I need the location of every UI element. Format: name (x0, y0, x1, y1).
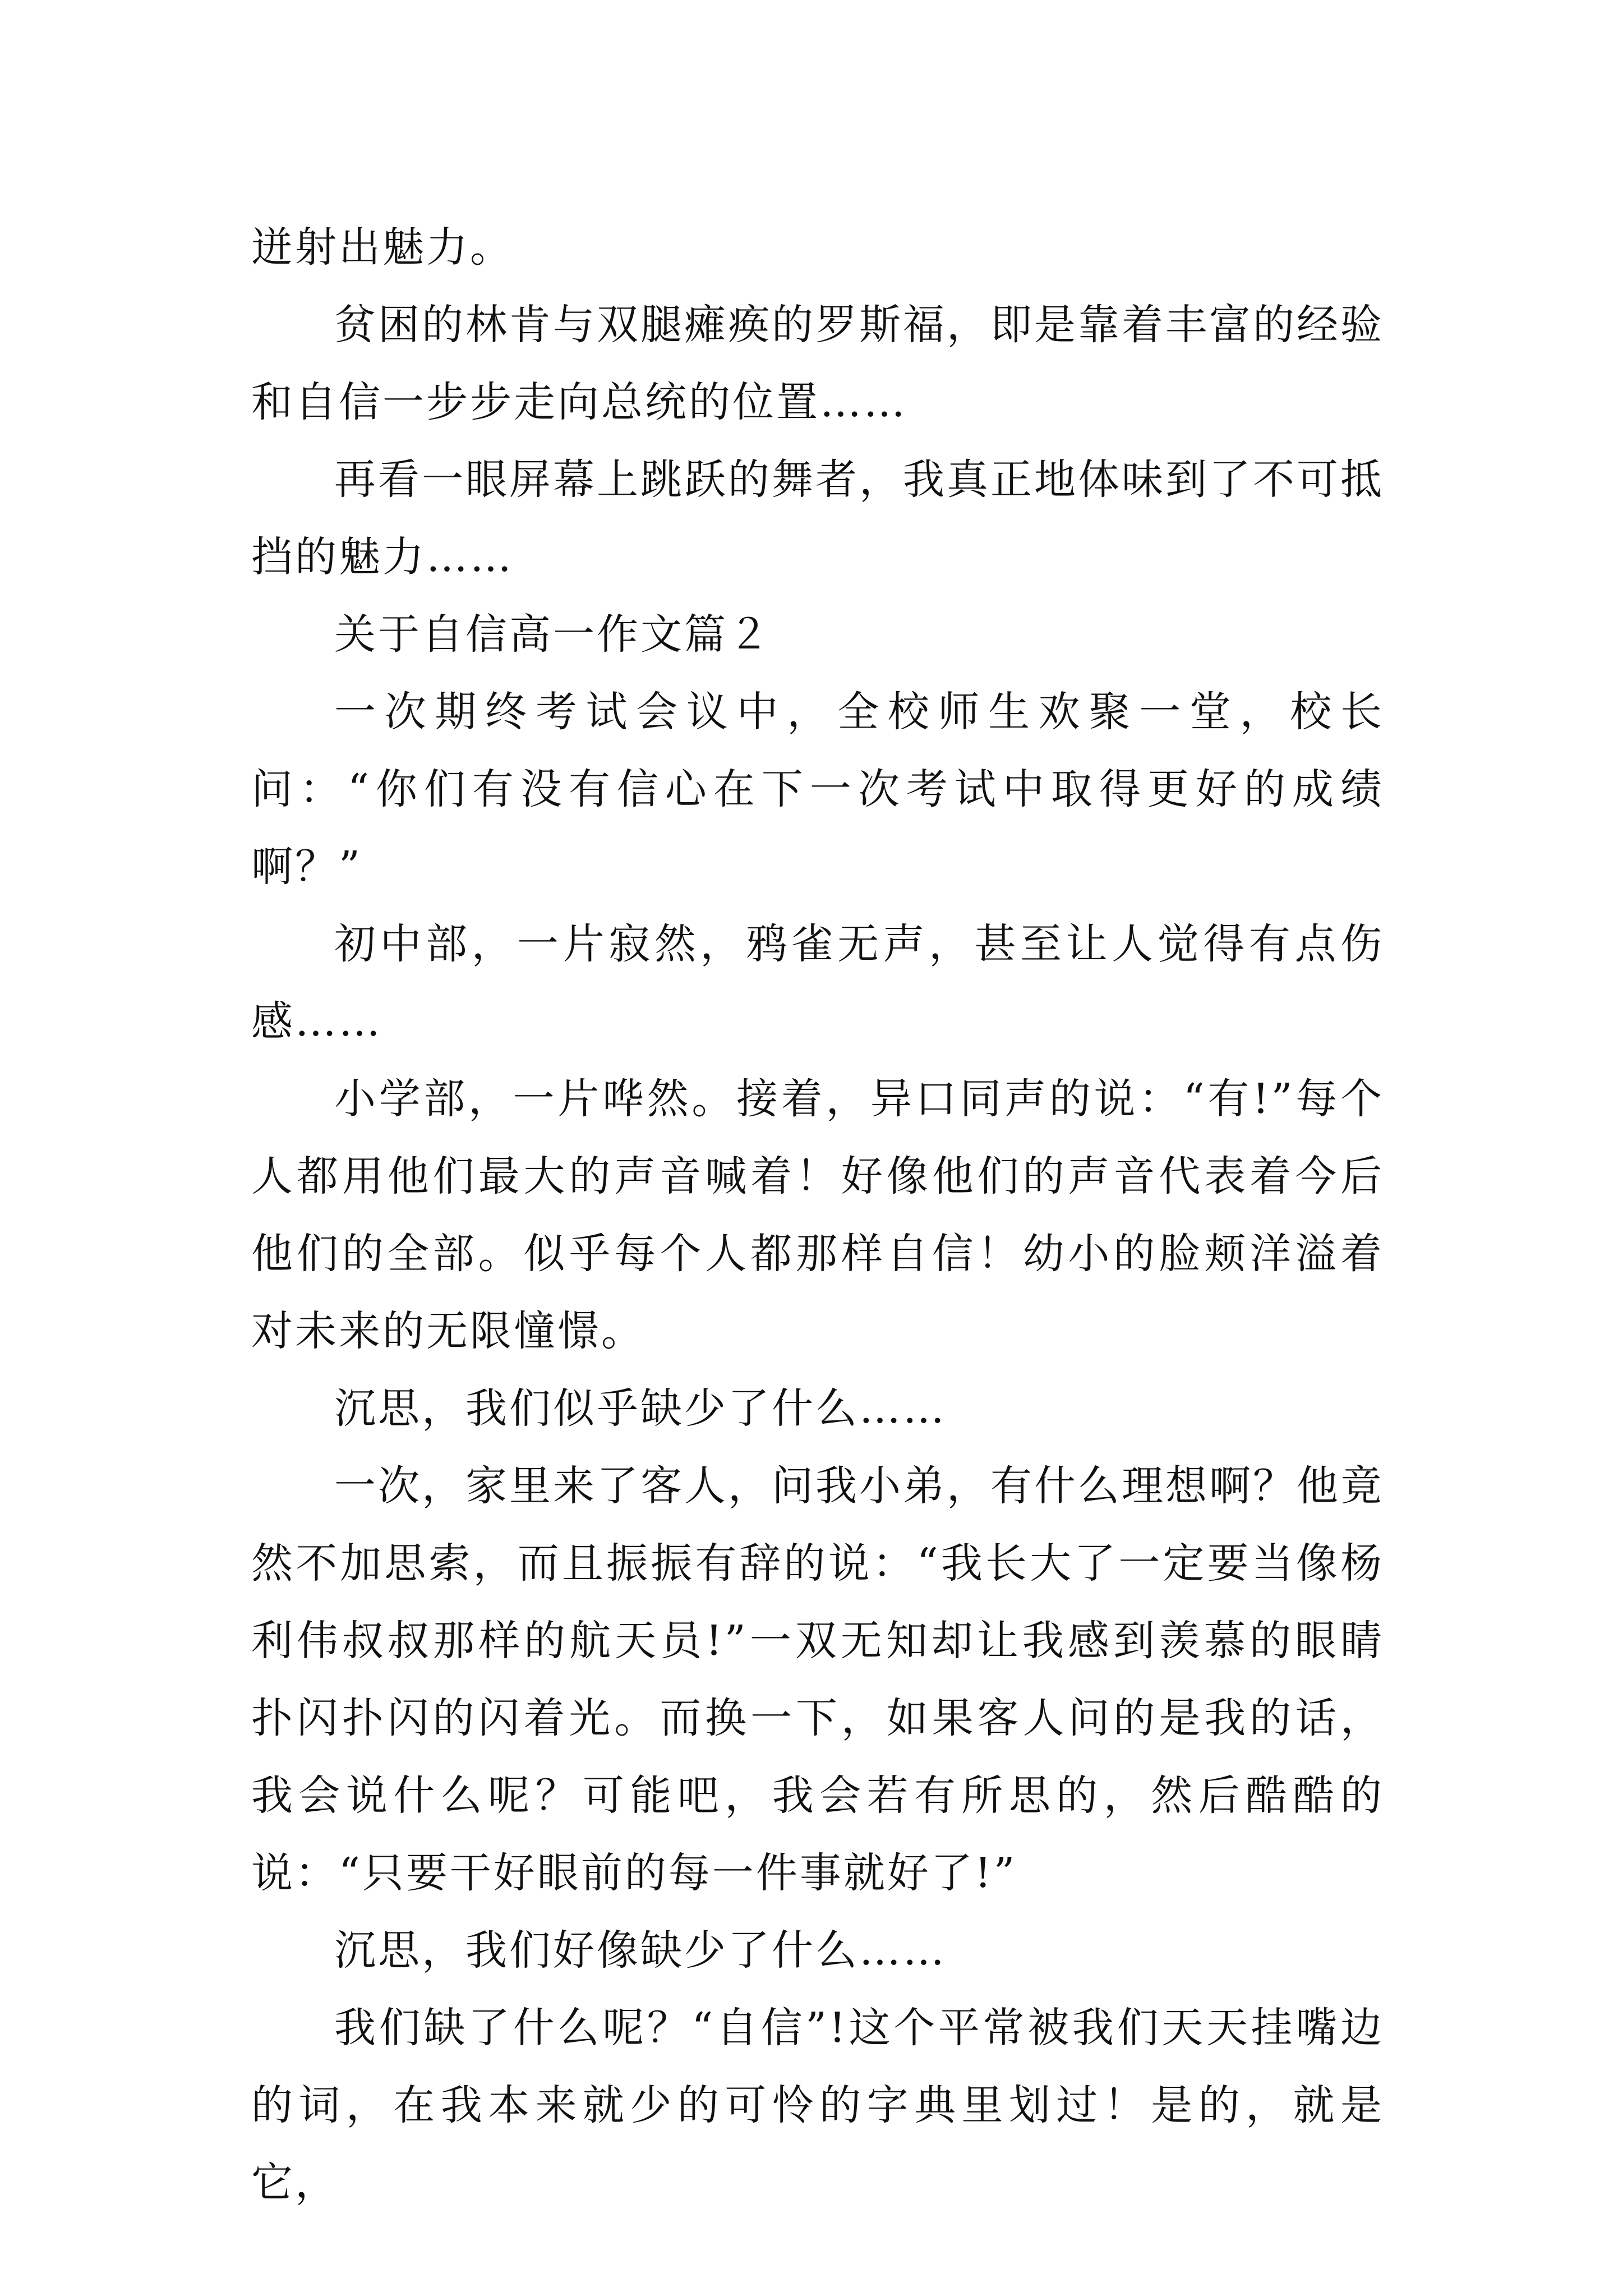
paragraph-11: 我们缺了什么呢？“自信”!这个平常被我们天天挂嘴边的词，在我本来就少的可怜的字典里划过！是的，就是它， (251, 2004, 1384, 2207)
paragraph-1: 迸射出魅力。 (251, 223, 514, 272)
paragraph-3: 再看一眼屏幕上跳跃的舞者，我真正地体味到了不可抵挡的魅力…… (251, 455, 1384, 581)
paragraph-8: 沉思，我们似乎缺少了什么…… (334, 1384, 947, 1433)
paragraph-5: 一次期终考试会议中，全校师生欢聚一堂，校长问：“你们有没有信心在下一次考试中取得更好的成绩啊？” (251, 688, 1384, 891)
document-body (251, 209, 1384, 2221)
section-heading: 关于自信高一作文篇２ (334, 610, 772, 659)
paragraph-10: 沉思，我们好像缺少了什么…… (334, 1926, 947, 1975)
paragraph-6: 初中部，一片寂然，鸦雀无声，甚至让人觉得有点伤感…… (251, 920, 1384, 1046)
paragraph-7: 小学部，一片哗然。接着，异口同声的说：“有!”每个人都用他们最大的声音喊着！好像他们的声音代表着今后他们的全部。似乎每个人都那样自信！幼小的脸颊洋溢着对未来的无限憧憬。 (251, 1075, 1384, 1355)
paragraph-2: 贫困的林肯与双腿瘫痪的罗斯福，即是靠着丰富的经验和自信一步步走向总统的位置…… (251, 301, 1384, 426)
paragraph-9: 一次，家里来了客人，问我小弟，有什么理想啊？他竟然不加思索，而且振振有辞的说：“我长大了一定要当像杨利伟叔叔那样的航天员!”一双无知却让我感到羡慕的眼睛扑闪扑闪的闪着光。而换一下，如果客人问的是我的话，我会说什么呢？可能吧，我会若有所思的，然后酷酷的说：“只要干好眼前的每一件事就好了!” (251, 1462, 1384, 1897)
